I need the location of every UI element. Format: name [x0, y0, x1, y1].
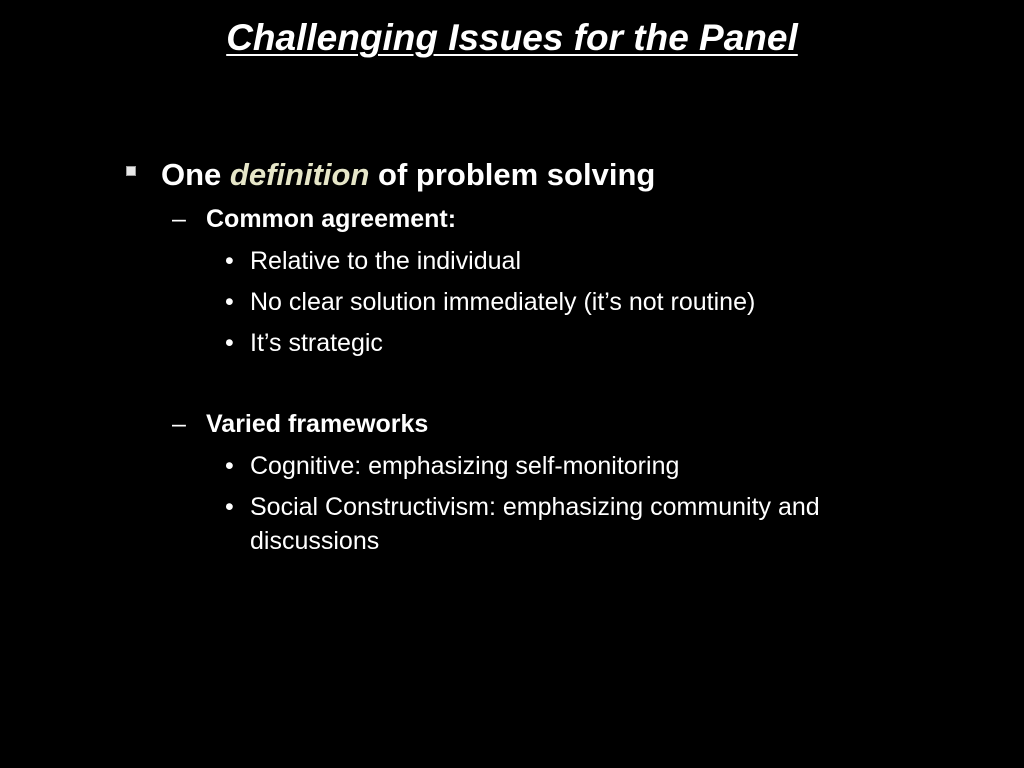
list-item-text: Relative to the individual	[250, 247, 521, 275]
main-bullet-emphasis: definition	[229, 157, 370, 192]
bullet-dot: •	[225, 288, 234, 316]
sub-bullet-heading: Common agreement:	[206, 205, 457, 233]
square-bullet-icon	[126, 166, 136, 176]
main-bullet-prefix: One	[161, 157, 222, 192]
bullet-dot: •	[225, 247, 234, 275]
list-item-text: No clear solution immediately (it’s not routine)	[250, 288, 756, 316]
bullet-dot: •	[225, 452, 234, 480]
dash-marker: –	[172, 205, 186, 233]
dash-marker: –	[172, 410, 186, 438]
list-item-text: It’s strategic	[250, 329, 383, 357]
main-bullet-text	[161, 156, 655, 194]
list-item-text: Cognitive: emphasizing self-monitoring	[250, 452, 680, 480]
bullet-dot: •	[225, 493, 234, 521]
list-item-text: Social Constructivism: emphasizing community and discussions	[250, 493, 820, 555]
main-bullet-suffix: of problem solving	[378, 157, 656, 192]
sub-bullet-heading: Varied frameworks	[206, 410, 429, 438]
bullet-dot: •	[225, 329, 234, 357]
slide-title: Challenging Issues for the Panel	[226, 17, 798, 58]
